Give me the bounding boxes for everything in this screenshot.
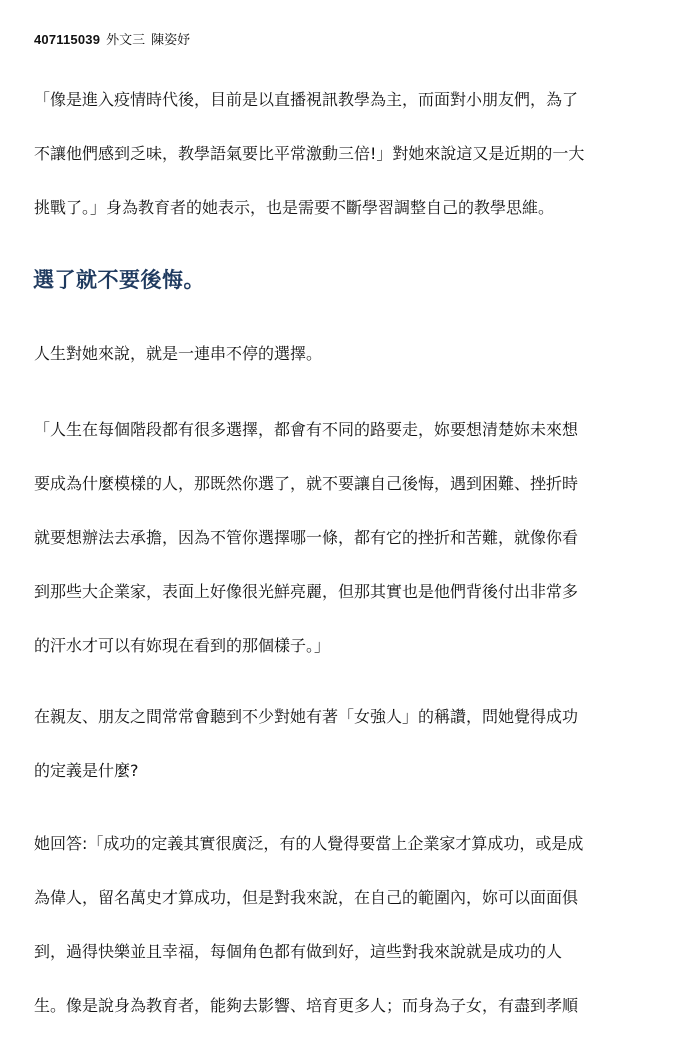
paragraph-2	[34, 327, 646, 381]
document-header	[34, 31, 190, 50]
paragraph-line: 在親友、朋友之間常常會聽到不少對她有著「女強人」的稱讚，問她覺得成功	[34, 707, 579, 726]
paragraph-line: 的定義是什麼?	[34, 761, 139, 780]
paragraph-line: 生。像是說身為教育者，能夠去影響、培育更多人；而身為子女，有盡到孝順	[34, 996, 579, 1015]
paragraph-5	[34, 817, 646, 1033]
paragraph-line: 她回答:「成功的定義其實很廣泛，有的人覺得要當上企業家才算成功，或是成	[34, 834, 584, 853]
paragraph-line: 人生對她來說，就是一連串不停的選擇。	[34, 344, 323, 363]
section-heading: 選了就不要後悔。	[33, 268, 205, 292]
paragraph-line: 要成為什麼模樣的人，那既然你選了，就不要讓自己後悔，遇到困難、挫折時	[34, 474, 579, 493]
paragraph-1	[34, 73, 646, 235]
author-name: 陳姿妤	[151, 33, 191, 48]
paragraph-line: 「人生在每個階段都有很多選擇，都會有不同的路要走，妳要想清楚妳未來想	[34, 420, 579, 439]
paragraph-line: 為偉人，留名萬史才算成功，但是對我來說，在自己的範圍內，妳可以面面俱	[34, 888, 579, 907]
paragraph-line: 就要想辦法去承擔，因為不管你選擇哪一條，都有它的挫折和苦難，就像你看	[34, 528, 579, 547]
paragraph-4	[34, 690, 646, 798]
paragraph-line: 到那些大企業家，表面上好像很光鮮亮麗，但那其實也是他們背後付出非常多	[34, 582, 579, 601]
paragraph-line: 挑戰了。」身為教育者的她表示，也是需要不斷學習調整自己的教學思維。	[34, 198, 555, 217]
paragraph-line: 到，過得快樂並且幸福，每個角色都有做到好，這些對我來說就是成功的人	[34, 942, 563, 961]
paragraph-line: 的汗水才可以有妳現在看到的那個樣子。」	[34, 636, 331, 655]
paragraph-line: 不讓他們感到乏味，教學語氣要比平常激動三倍!」對她來說這又是近期的一大	[34, 144, 585, 163]
paragraph-3	[34, 403, 646, 673]
paragraph-line: 「像是進入疫情時代後，目前是以直播視訊教學為主，而面對小朋友們，為了	[34, 90, 579, 109]
department: 外文三	[106, 33, 146, 48]
student-id: 407115039	[34, 32, 101, 47]
